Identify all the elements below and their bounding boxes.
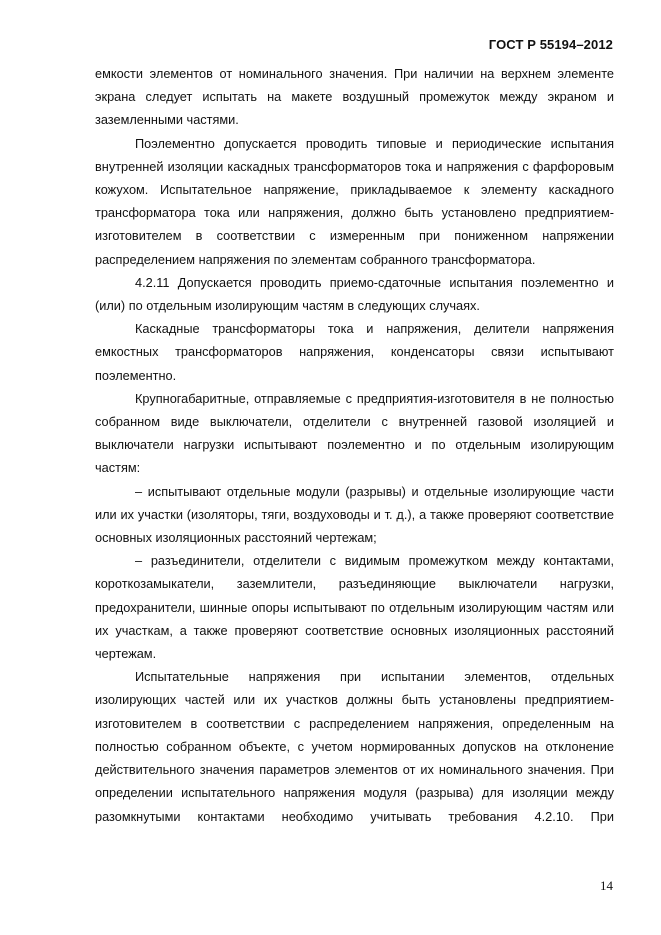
standard-code-header: ГОСТ Р 55194–2012 (488, 37, 613, 52)
paragraph-clause-4-2-11: 4.2.11 Допускается проводить приемо-сдаточные испытания поэлементно и (или) по отдельным изолирующим частям в следующих случаях. (95, 274, 614, 314)
paragraph-large-equipment: Крупногабаритные, отправляемые с предприятия-изготовителя в не полностью собранном виде выключатели, отделители с внутренней газовой изоляцией и выключатели нагрузки испытывают поэлементно и по отдельным изолирующим частям: (95, 390, 614, 476)
list-item-modules: – испытывают отдельные модули (разрывы) и отдельные изолирующие части или их участки (изоляторы, тяги, воздуховоды и т. д.), а также проверяют соответствие основных изоляционных расстояний чертежам; (95, 483, 614, 546)
paragraph-cascade-transformers: Каскадные трансформаторы тока и напряжения, делители напряжения емкостных трансформаторов напряжения, конденсаторы связи испытывают поэлементно. (95, 321, 614, 383)
list-item-disconnectors: – разъединители, отделители с видимым промежутком между контактами, короткозамыкатели, заземлители, разъединяющие выключатели нагрузки, предохранители, шинные опоры испытывают по отдельным изолирующим частям или их участкам, а также проверяют соответствие основных изоляционных расстояний чертежам. (95, 553, 614, 662)
paragraph-continuation: емкости элементов от номинального значения. При наличии на верхнем элементе экрана следует испытать на макете воздушный промежуток между экраном и заземленными частями. (95, 66, 614, 128)
body-text (95, 62, 614, 828)
page-number: 14 (600, 878, 613, 893)
paragraph-test-voltages: Испытательные напряжения при испытании элементов, отдельных изолирующих частей или их участков должны быть установлены предприятием-изготовителем в соответствии с распределением напряжения, определенным на полностью собранном объекте, с учетом нормированных допусков на отклонение действительного значения параметров элементов от их номинального значения. При определении испытательного напряжения модуля (разрыва) для изоляции между разомкнутыми контактами необходимо учитывать требования 4.2.10. При (95, 669, 614, 824)
paragraph-element-testing: Поэлементно допускается проводить типовые и периодические испытания внутренней изоляции каскадных трансформаторов тока и напряжения с фарфоровым кожухом. Испытательное напряжение, прикладываемое к элементу каскадного трансформатора тока или напряжения, должно быть установлено предприятием-изготовителем в соответствии с измеренным при пониженном напряжении распределением напряжения по элементам собранного трансформатора. (95, 135, 614, 267)
